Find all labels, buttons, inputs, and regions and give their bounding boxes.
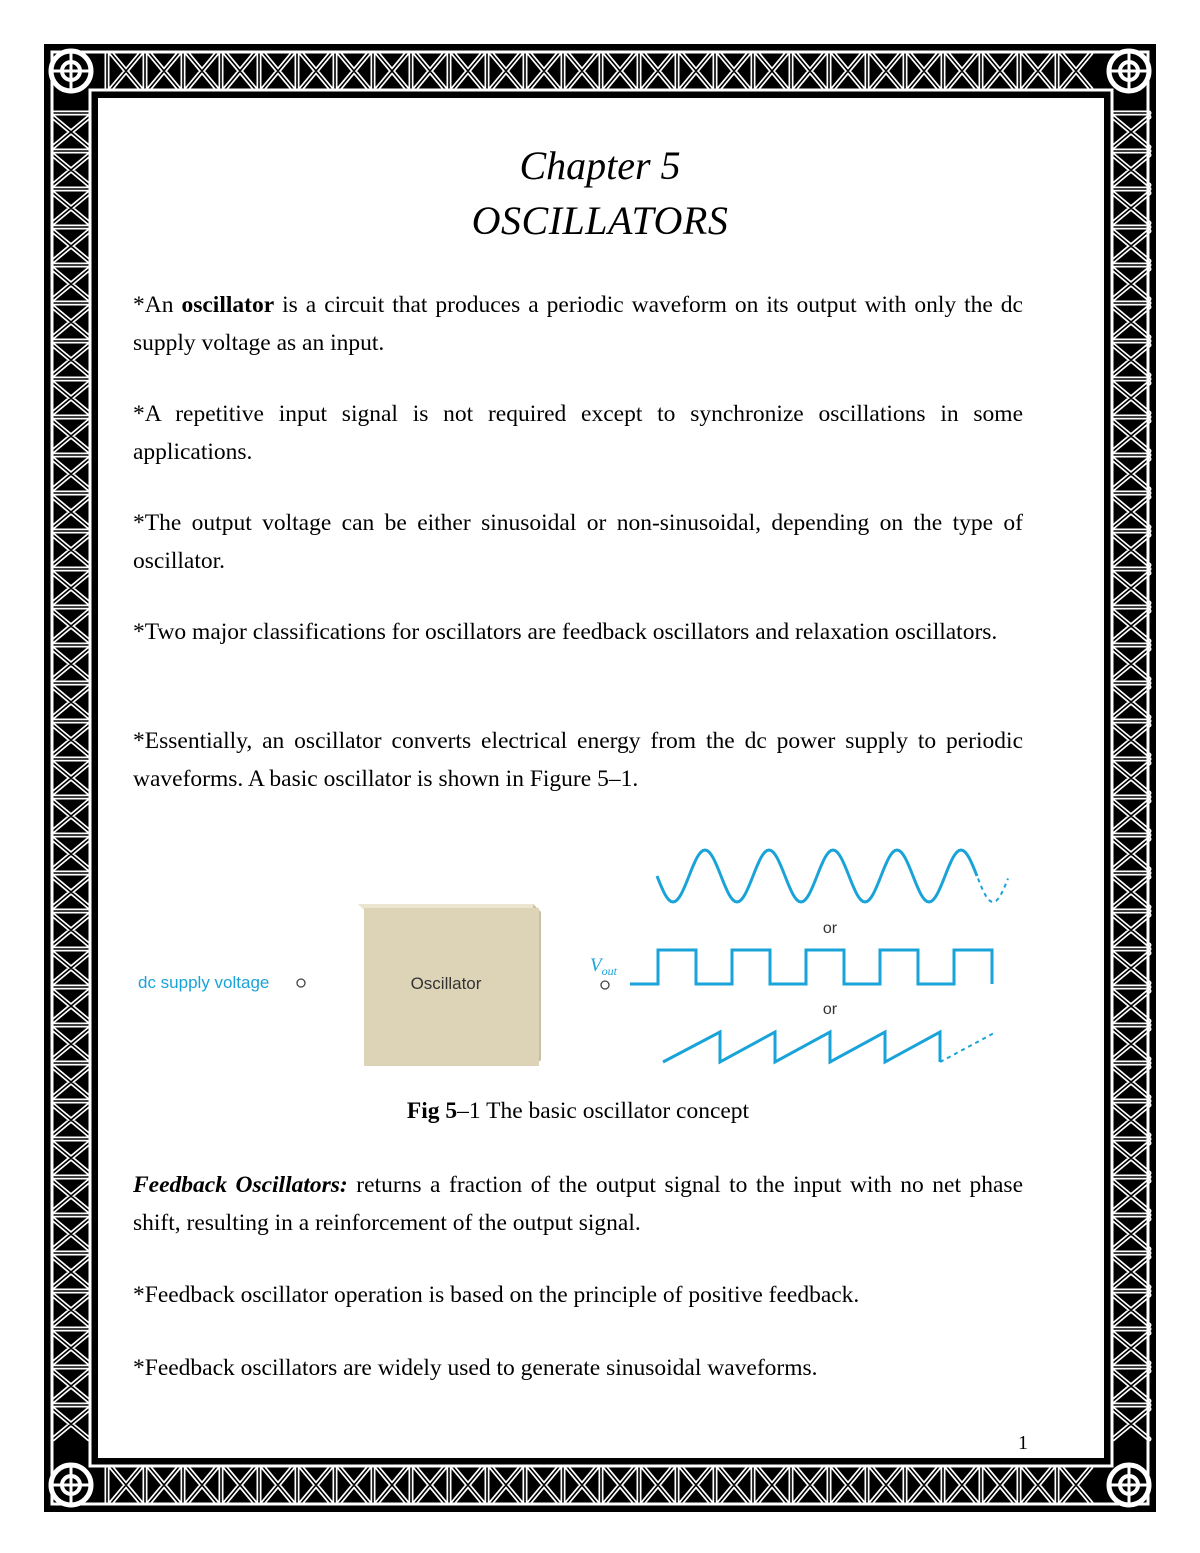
paragraph-oscillator-definition: *An oscillator is a circuit that produces a periodic waveform on its output with only the dc supply voltage as an input. — [133, 292, 1023, 356]
vout-label: $V_{out}$ — [590, 955, 617, 978]
sine-waveform-dashed — [978, 879, 1008, 902]
paragraph-feedback-oscillators: Feedback Oscillators: returns a fraction of the output signal to the input with no net phase shift, resulting in a reinforcement of the output signal. — [133, 1172, 1023, 1236]
paragraph-positive-feedback: *Feedback oscillator operation is based on the principle of positive feedback. — [133, 1282, 860, 1308]
term-oscillator: oscillator — [181, 292, 275, 318]
feedback-heading: Feedback Oscillators: — [133, 1172, 348, 1198]
or-label-1: or — [822, 920, 838, 937]
page-number: 1 — [1018, 1432, 1028, 1454]
paragraph-sinusoidal-generation: *Feedback oscillators are widely used to generate sinusoidal waveforms. — [133, 1355, 818, 1381]
figure-oscillator-concept — [130, 838, 1030, 1078]
sawtooth-waveform-dashed — [940, 1032, 996, 1062]
chapter-subtitle: OSCILLATORS — [471, 198, 729, 243]
paragraph-repetitive-input: *A repetitive input signal is not required except to synchronize oscillations in some applications. — [133, 401, 1023, 465]
dc-supply-label: dc supply voltage — [138, 973, 270, 992]
square-waveform — [630, 950, 992, 984]
chapter-title: Chapter 5 — [519, 143, 681, 188]
figure-caption: Fig 5–1 The basic oscillator concept — [406, 1098, 750, 1124]
sawtooth-waveform — [663, 1032, 940, 1062]
sine-waveform — [657, 850, 977, 902]
paragraph-output-voltage: *The output voltage can be either sinusoidal or non-sinusoidal, depending on the type of oscillator. — [133, 510, 1023, 574]
or-label-2: or — [822, 1001, 838, 1018]
oscillator-label: Oscillator — [410, 974, 482, 993]
output-terminal — [601, 981, 609, 989]
paragraph-classifications: *Two major classifications for oscillators are feedback oscillators and relaxation oscillators. — [133, 619, 998, 645]
input-terminal — [297, 979, 305, 987]
paragraph-energy-conversion: *Essentially, an oscillator converts electrical energy from the dc power supply to periodic waveforms. A basic oscillator is shown in Figure 5–1. — [133, 728, 1023, 792]
